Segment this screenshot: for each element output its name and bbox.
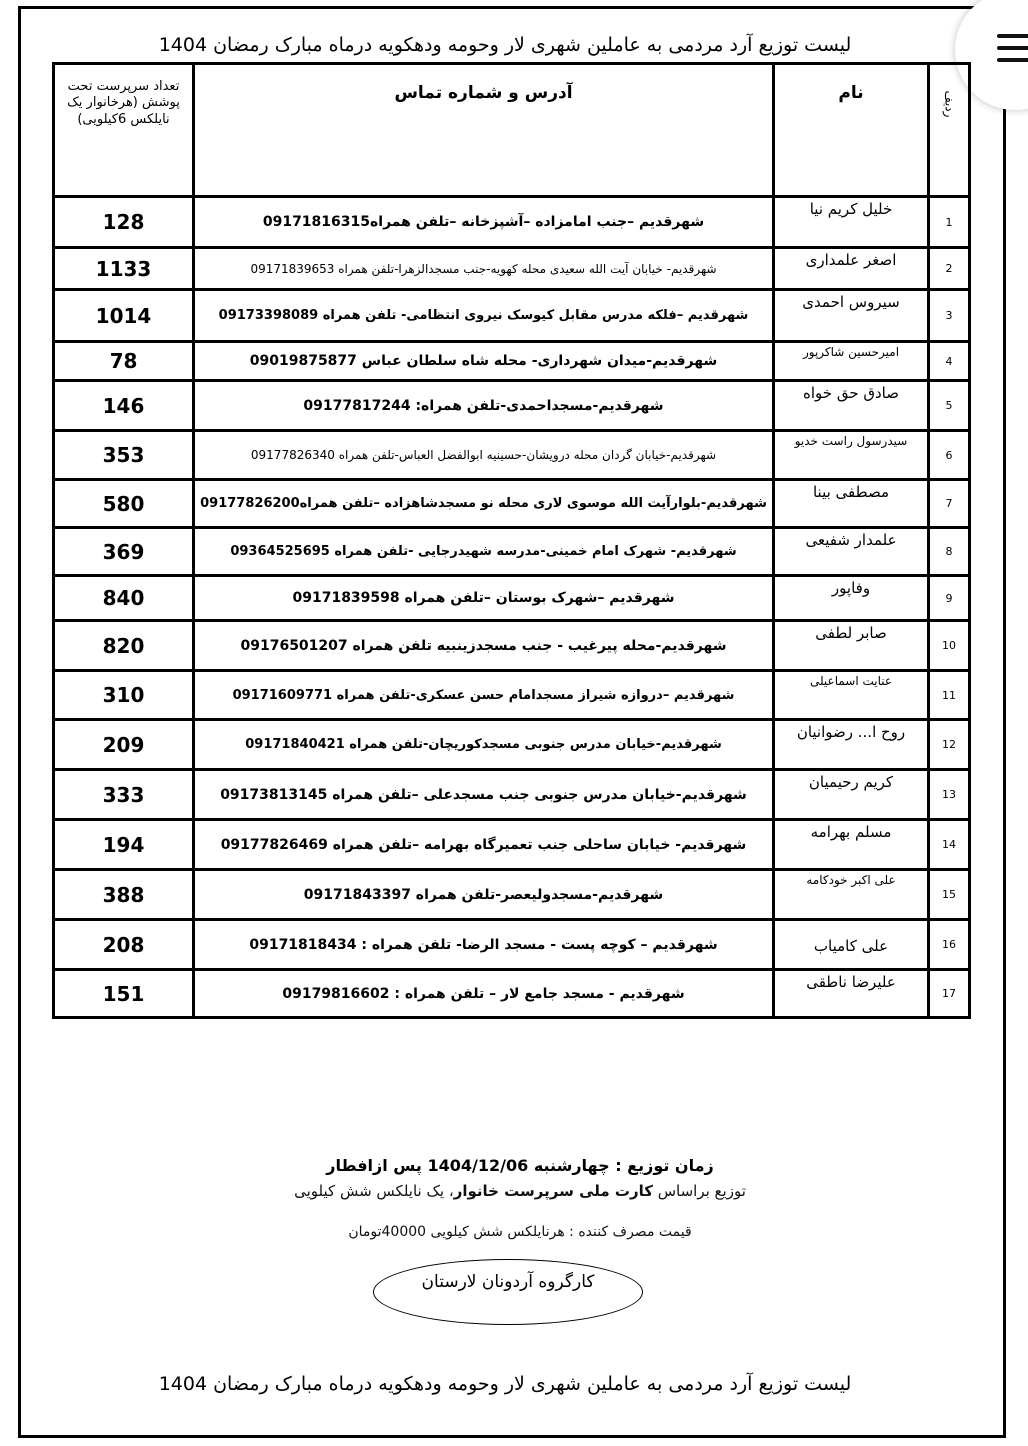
table-header-row bbox=[54, 64, 970, 197]
cell-row-number: 8 bbox=[929, 528, 970, 576]
table-row bbox=[54, 720, 970, 770]
header-count: تعداد سرپرست تحت پوشش (هرخانوار یک نایلکس 6کیلویی) bbox=[54, 64, 194, 197]
cell-row-number: 10 bbox=[929, 621, 970, 671]
cell-name: خلیل کریم نیا bbox=[774, 197, 929, 248]
cell-name: مصطفی بینا bbox=[774, 480, 929, 528]
cell-count: 1014 bbox=[54, 290, 194, 342]
cell-count: 128 bbox=[54, 197, 194, 248]
menu-icon bbox=[997, 34, 1028, 38]
cell-name: سیدرسول راست خدیو bbox=[774, 431, 929, 480]
cell-count: 840 bbox=[54, 576, 194, 621]
table-row bbox=[54, 480, 970, 528]
cell-address: شهرقدیم-خیابان گردان محله درویشان-حسینیه ابوالفضل العباس-تلفن همراه 09177826340 bbox=[194, 431, 774, 480]
cell-name: کریم رحیمیان bbox=[774, 770, 929, 820]
table-row bbox=[54, 870, 970, 920]
cell-row-number: 11 bbox=[929, 671, 970, 720]
cell-row-number: 2 bbox=[929, 248, 970, 290]
cell-count: 1133 bbox=[54, 248, 194, 290]
cell-address: شهرقدیم - مسجد جامع لار – تلفن همراه : 09179816602 bbox=[194, 970, 774, 1018]
table-row bbox=[54, 970, 970, 1018]
cell-count: 369 bbox=[54, 528, 194, 576]
cell-count: 388 bbox=[54, 870, 194, 920]
table-row bbox=[54, 381, 970, 431]
cell-address: شهرقدیم – کوچه پست - مسجد الرضا- تلفن همراه : 09171818434 bbox=[194, 920, 774, 970]
cell-name: عنایت اسماعیلی bbox=[774, 671, 929, 720]
cell-count: 209 bbox=[54, 720, 194, 770]
table-row bbox=[54, 621, 970, 671]
menu-icon-bar bbox=[997, 46, 1028, 50]
cell-row-number: 3 bbox=[929, 290, 970, 342]
header-address: آدرس و شماره تماس bbox=[194, 64, 774, 197]
cell-address: شهرقدیم-خیابان مدرس جنوبی جنب مسجدعلی –تلفن همراه 09173813145 bbox=[194, 770, 774, 820]
bottom-title: لیست توزیع آرد مردمی به عاملین شهری لار وحومه ودهکویه درماه مبارک رمضان 1404 bbox=[158, 1373, 852, 1395]
table-row bbox=[54, 576, 970, 621]
cell-address: شهرقدیم-محله پیرغیب - جنب مسجدزینبیه تلفن همراه 09176501207 bbox=[194, 621, 774, 671]
header-row-label: ردیف bbox=[942, 90, 956, 118]
cell-name: امیرحسین شاکرپور bbox=[774, 342, 929, 381]
cell-row-number: 9 bbox=[929, 576, 970, 621]
distribution-table bbox=[52, 62, 971, 1019]
cell-count: 580 bbox=[54, 480, 194, 528]
cell-count: 333 bbox=[54, 770, 194, 820]
cell-count: 194 bbox=[54, 820, 194, 870]
cell-row-number: 16 bbox=[929, 920, 970, 970]
cell-row-number: 17 bbox=[929, 970, 970, 1018]
cell-name: سیروس احمدی bbox=[774, 290, 929, 342]
consumer-price: قیمت مصرف کننده : هرنایلکس شش کیلویی 40000تومان bbox=[348, 1224, 692, 1240]
table-row bbox=[54, 248, 970, 290]
table-row bbox=[54, 431, 970, 480]
cell-address: شهرقدیم-بلوارآیت الله موسوی لاری محله نو مسجدشاهزاده –تلفن همراه09177826200 bbox=[194, 480, 774, 528]
distribution-basis bbox=[200, 1182, 840, 1200]
basis-suffix: ، یک نایلکس شش کیلویی bbox=[294, 1182, 454, 1200]
basis-prefix: توزیع براساس bbox=[652, 1182, 746, 1200]
cell-count: 146 bbox=[54, 381, 194, 431]
table-row bbox=[54, 290, 970, 342]
cell-row-number: 15 bbox=[929, 870, 970, 920]
table-row bbox=[54, 671, 970, 720]
table-row bbox=[54, 528, 970, 576]
cell-name: اصغر علمداری bbox=[774, 248, 929, 290]
cell-row-number: 4 bbox=[929, 342, 970, 381]
cell-name: وفاپور bbox=[774, 576, 929, 621]
table-row bbox=[54, 342, 970, 381]
header-row-number bbox=[929, 64, 970, 197]
table-row bbox=[54, 920, 970, 970]
cell-address: شهرقدیم- شهرک امام خمینی-مدرسه شهیدرجایی -تلفن همراه 09364525695 bbox=[194, 528, 774, 576]
cell-name: روح ا... رضوانیان bbox=[774, 720, 929, 770]
cell-count: 78 bbox=[54, 342, 194, 381]
cell-name: صادق حق خواه bbox=[774, 381, 929, 431]
cell-row-number: 12 bbox=[929, 720, 970, 770]
cell-count: 151 bbox=[54, 970, 194, 1018]
distribution-time: زمان توزیع : چهارشنبه 1404/12/06 پس ازافطار bbox=[326, 1156, 714, 1175]
cell-address: شهرقدیم –دروازه شیراز مسجدامام حسن عسکری-تلفن همراه 09171609771 bbox=[194, 671, 774, 720]
cell-row-number: 5 bbox=[929, 381, 970, 431]
cell-name: صابر لطفی bbox=[774, 621, 929, 671]
page-title: لیست توزیع آرد مردمی به عاملین شهری لار وحومه ودهکویه درماه مبارک رمضان 1404 bbox=[158, 34, 852, 56]
cell-count: 353 bbox=[54, 431, 194, 480]
cell-name: علی اکبر خودکامه bbox=[774, 870, 929, 920]
cell-name: مسلم بهرامه bbox=[774, 820, 929, 870]
cell-row-number: 7 bbox=[929, 480, 970, 528]
cell-address: شهرقدیم-خیابان مدرس جنوبی مسجدکوریچان-تلفن همراه 09171840421 bbox=[194, 720, 774, 770]
cell-row-number: 13 bbox=[929, 770, 970, 820]
cell-address: شهرقدیم-مسجدولیعصر-تلفن همراه 09171843397 bbox=[194, 870, 774, 920]
cell-count: 820 bbox=[54, 621, 194, 671]
cell-row-number: 1 bbox=[929, 197, 970, 248]
cell-name: علمدار شفیعی bbox=[774, 528, 929, 576]
cell-name: علیرضا ناطقی bbox=[774, 970, 929, 1018]
table-row bbox=[54, 197, 970, 248]
cell-address: شهرقدیم –جنب امامزاده –آشپزخانه –تلفن همراه09171816315 bbox=[194, 197, 774, 248]
issuer-badge: کارگروه آردونان لارستان bbox=[373, 1259, 643, 1325]
cell-count: 208 bbox=[54, 920, 194, 970]
cell-count: 310 bbox=[54, 671, 194, 720]
basis-bold: کارت ملی سرپرست خانوار bbox=[453, 1182, 653, 1200]
cell-name: علی کامیاب bbox=[774, 920, 929, 970]
menu-icon-bar bbox=[997, 58, 1028, 62]
cell-row-number: 14 bbox=[929, 820, 970, 870]
cell-row-number: 6 bbox=[929, 431, 970, 480]
table-row bbox=[54, 770, 970, 820]
header-name: نام bbox=[774, 64, 929, 197]
cell-address: شهرقدیم- خیابان آیت الله سعیدی محله کهویه-جنب مسجدالزهرا-تلفن همراه 09171839653 bbox=[194, 248, 774, 290]
cell-address: شهرقدیم –شهرک بوستان –تلفن همراه 09171839598 bbox=[194, 576, 774, 621]
table-row bbox=[54, 820, 970, 870]
cell-address: شهرقدیم-مسجداحمدی-تلفن همراه: 09177817244 bbox=[194, 381, 774, 431]
cell-address: شهرقدیم- خیابان ساحلی جنب تعمیرگاه بهرامه –تلفن همراه 09177826469 bbox=[194, 820, 774, 870]
cell-address: شهرقدیم-میدان شهرداری- محله شاه سلطان عباس 09019875877 bbox=[194, 342, 774, 381]
cell-address: شهرقدیم –فلکه مدرس مقابل کیوسک نیروی انتظامی- تلفن همراه 09173398089 bbox=[194, 290, 774, 342]
